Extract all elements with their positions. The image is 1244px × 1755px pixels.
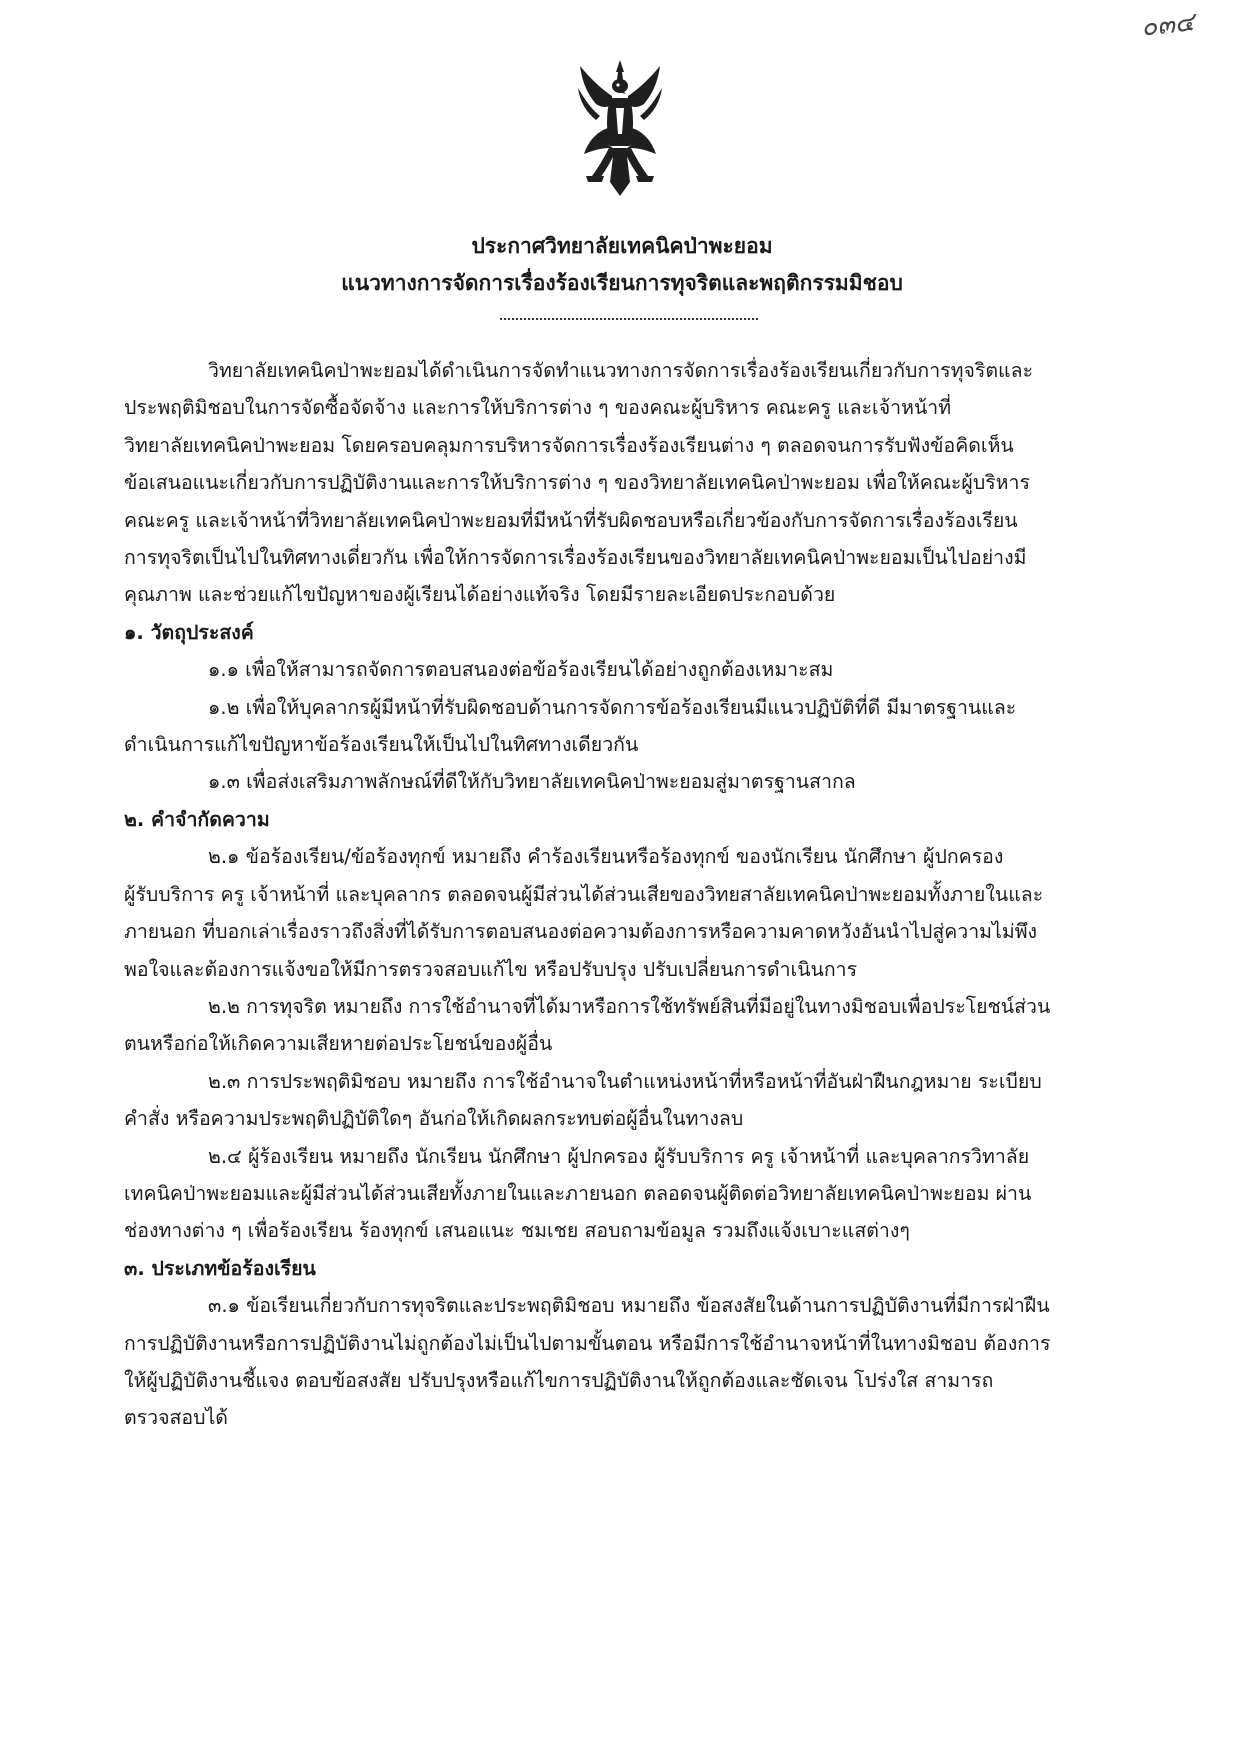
intro-line: การทุจริตเป็นไปในทิศทางเดี่ยวกัน เพื่อให้การจัดการเรื่องร้องเรียนของวิทยาลัยเทคนิคป่าพะยอมเป็นไปอย่างมี <box>124 546 1027 570</box>
item-line: ๒.๒ การทุจริต หมายถึง การใช้อำนาจที่ได้มาหรือการใช้ทรัพย์สินที่มีอยู่ในทางมิชอบเพื่อประโยชน์ส่วน <box>208 994 1051 1018</box>
section-3-item <box>124 1287 1120 1437</box>
section-2-item <box>124 1063 1120 1138</box>
document-body <box>124 352 1120 1437</box>
intro-line: ข้อเสนอแนะเกี่ยวกับการปฏิบัติงานและการให้บริการต่าง ๆ ของวิทยาลัยเทคนิคป่าพะยอม เพื่อให้คณะผู้บริหาร <box>124 471 1030 495</box>
section-1-heading: ๑. วัตถุประสงค์ <box>124 620 254 644</box>
item-line: ตรวจสอบได้ <box>124 1406 228 1430</box>
section-2-item <box>124 988 1120 1063</box>
announcement-title <box>0 228 1244 302</box>
intro-line: คณะครู และเจ้าหน้าที่วิทยาลัยเทคนิคป่าพะยอมที่มีหน้าที่รับผิดชอบหรือเกี่ยวข้องกับการจัดการเรื่องร้องเรียน <box>124 508 1018 532</box>
item-line: ๒.๔ ผู้ร้องเรียน หมายถึง นักเรียน นักศึกษา ผู้ปกครอง ผู้รับบริการ ครู เจ้าหน้าที่ และบุคลากรวิทาลัย <box>208 1144 1030 1168</box>
item-line: ตนหรือก่อให้เกิดความเสียหายต่อประโยชน์ของผู้อื่น <box>124 1032 553 1056</box>
title-line-2: แนวทางการจัดการเรื่องร้องเรียนการทุจริตและพฤติกรรมมิชอบ <box>341 271 903 295</box>
item-line: ดำเนินการแก้ไขปัญหาข้อร้องเรียนให้เป็นไปในทิศทางเดียวกัน <box>124 733 639 757</box>
item-line: พอใจและต้องการแจ้งขอให้มีการตรวจสอบแก้ไข หรือปรับปรุง ปรับเปลี่ยนการดำเนินการ <box>124 957 858 981</box>
section-1-item <box>124 763 1120 800</box>
item-line: ๑.๑ เพื่อให้สามารถจัดการตอบสนองต่อข้อร้องเรียนได้อย่างถูกต้องเหมาะสม <box>208 658 834 682</box>
section-1-item <box>124 689 1120 764</box>
item-line: ให้ผู้ปฏิบัติงานชี้แจง ตอบข้อสงสัย ปรับปรุงหรือแก้ไขการปฏิบัติงานให้ถูกต้องและชัดเจน โปร่งใส สามารถ <box>124 1368 994 1392</box>
item-line: ๑.๓ เพื่อส่งเสริมภาพลักษณ์ที่ดีให้กับวิทยาลัยเทคนิคป่าพะยอมสู่มาตรฐานสากล <box>208 770 856 794</box>
item-line: ผู้รับบริการ ครู เจ้าหน้าที่ และบุคลากร ตลอดจนผู้มีส่วนได้ส่วนเสียของวิทยสาลัยเทคนิคป่าพะยอมทั้งภายในและ <box>124 882 1044 906</box>
section-2-item <box>124 838 1120 988</box>
item-line: ช่องทางต่าง ๆ เพื่อร้องเรียน ร้องทุกข์ เสนอแนะ ชมเชย สอบถามข้อมูล รวมถึงแจ้งเบาะแสต่างๆ <box>124 1219 910 1243</box>
section-1-item <box>124 651 1120 688</box>
section-2-item <box>124 1138 1120 1250</box>
item-line: เทคนิคป่าพะยอมและผู้มีส่วนได้ส่วนเสียทั้งภายในและภายนอก ตลอดจนผู้ติดต่อวิทยาลัยเทคนิคป่าพะยอม ผ่าน <box>124 1181 1032 1205</box>
intro-line: วิทยาลัยเทคนิคป่าพะยอมได้ดำเนินการจัดทำแนวทางการจัดการเรื่องร้องเรียนเกี่ยวกับการทุจริตและ <box>208 359 1034 382</box>
section-2-heading: ๒. คำจำกัดความ <box>124 807 270 831</box>
intro-line: วิทยาลัยเทคนิคป่าพะยอม โดยครอบคลุมการบริหารจัดการเรื่องร้องเรียนต่าง ๆ ตลอดจนการรับฟังข้อคิดเห็น <box>124 433 1014 457</box>
item-line: ๓.๑ ข้อเรียนเกี่ยวกับการทุจริตและประพฤติมิชอบ หมายถึง ข้อสงสัยในด้านการปฏิบัติงานที่มีการฝ่าฝืน <box>208 1294 1050 1318</box>
item-line: ภายนอก ที่บอกเล่าเรื่องราวถึงสิ่งที่ได้รับการตอบสนองต่อความต้องการหรือความคาดหวังอันนำไปสู่ความไม่พึง <box>124 920 1038 944</box>
item-line: ๑.๒ เพื่อให้บุคลากรผู้มีหน้าที่รับผิดชอบด้านการจัดการข้อร้องเรียนมีแนวปฏิบัติที่ดี มีมาตรฐานและ <box>208 695 1017 719</box>
dotted-divider <box>500 318 758 320</box>
item-line: ๒.๑ ข้อร้องเรียน/ข้อร้องทุกข์ หมายถึง คำร้องเรียนหรือร้องทุกข์ ของนักเรียน นักศึกษา ผู้ปกครอง <box>208 845 1004 869</box>
garuda-emblem-icon <box>572 58 668 198</box>
title-line-1: ประกาศวิทยาลัยเทคนิคป่าพะยอม <box>471 234 773 258</box>
item-line: การปฏิบัติงานหรือการปฏิบัติงานไม่ถูกต้องไม่เป็นไปตามขั้นตอน หรือมีการใช้อำนาจหน้าที่ในทางมิชอบ ต้องการ <box>124 1331 1051 1355</box>
intro-line: คุณภาพ และช่วยแก้ไขปัญหาของผู้เรียนได้อย่างแท้จริง โดยมีรายละเอียดประกอบด้วย <box>124 583 836 607</box>
page-number: ๐๓๔ <box>1139 7 1196 43</box>
intro-line: ประพฤติมิชอบในการจัดซื้อจัดจ้าง และการให้บริการต่าง ๆ ของคณะผู้บริหาร คณะครู และเจ้าหน้าที่ <box>124 396 952 420</box>
section-3-heading: ๓. ประเภทข้อร้องเรียน <box>124 1256 316 1280</box>
item-line: คำสั่ง หรือความประพฤติปฏิบัติใดๆ อันก่อให้เกิดผลกระทบต่อผู้อื่นในทางลบ <box>124 1107 744 1131</box>
intro-paragraph <box>124 352 1120 614</box>
item-line: ๒.๓ การประพฤติมิชอบ หมายถึง การใช้อำนาจในตำแหน่งหน้าที่หรือหน้าที่อันฝ่าฝืนกฎหมาย ระเบียบ <box>208 1069 1042 1093</box>
